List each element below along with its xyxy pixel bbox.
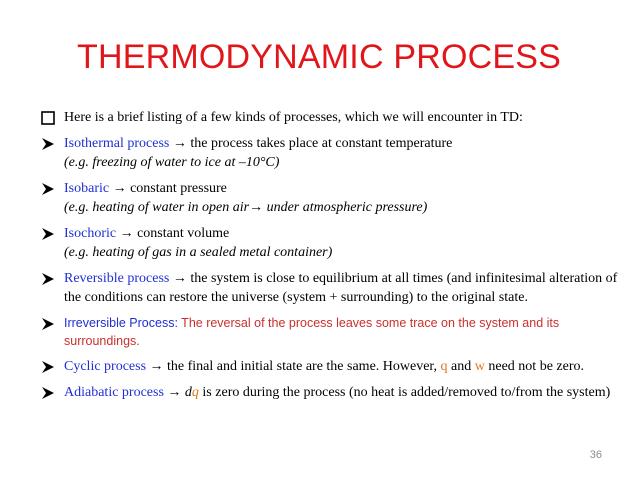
page-number: 36 bbox=[589, 449, 602, 461]
term-irreversible: Irreversible Process: bbox=[64, 316, 178, 330]
variable-q: q bbox=[191, 385, 199, 400]
definition-c: need not be zero. bbox=[484, 359, 584, 374]
arrowhead-bullet-icon bbox=[40, 136, 56, 152]
term-reversible: Reversible process bbox=[64, 271, 170, 286]
example: (e.g. heating of gas in a sealed metal container) bbox=[64, 245, 333, 260]
term-adiabatic: Adiabatic process bbox=[64, 385, 164, 400]
checkbox-bullet-icon bbox=[40, 110, 56, 126]
definition: constant volume bbox=[137, 226, 230, 241]
list-item-irreversible bbox=[40, 314, 620, 350]
arrowhead-bullet-icon bbox=[40, 385, 56, 401]
definition: The reversal of the process leaves some trace on the system and its surroundings. bbox=[64, 316, 560, 348]
arrow: → bbox=[116, 226, 138, 241]
example: (e.g. freezing of water to ice at –10°C) bbox=[64, 155, 280, 170]
arrow: → bbox=[169, 271, 191, 286]
arrow: → bbox=[169, 136, 191, 151]
process-list bbox=[40, 108, 620, 409]
definition: is zero during the process (no heat is added/removed to/from the system) bbox=[198, 385, 611, 400]
definition-a: the final and initial state are the same. However, bbox=[167, 359, 441, 374]
arrowhead-bullet-icon bbox=[40, 226, 56, 242]
differential-d: d bbox=[184, 385, 192, 400]
definition: the process takes place at constant temperature bbox=[190, 136, 453, 151]
list-item-isochoric bbox=[40, 224, 620, 262]
term-isobaric: Isobaric bbox=[64, 181, 110, 196]
arrowhead-bullet-icon bbox=[40, 359, 56, 375]
term-cyclic: Cyclic process bbox=[64, 359, 147, 374]
term-isothermal: Isothermal process bbox=[64, 136, 170, 151]
intro-text: Here is a brief listing of a few kinds of processes, which we will encounter in TD: bbox=[64, 110, 523, 125]
arrowhead-bullet-icon bbox=[40, 271, 56, 287]
arrowhead-bullet-icon bbox=[40, 316, 56, 332]
example: (e.g. heating of water in open air→ under atmospheric pressure) bbox=[64, 200, 428, 215]
arrow: → bbox=[109, 181, 131, 196]
arrowhead-bullet-icon bbox=[40, 181, 56, 197]
intro-item bbox=[40, 108, 620, 127]
term-isochoric: Isochoric bbox=[64, 226, 117, 241]
arrow: → bbox=[163, 385, 185, 400]
variable-w: w bbox=[474, 359, 485, 374]
list-item-cyclic bbox=[40, 357, 620, 376]
list-item-isobaric bbox=[40, 179, 620, 217]
arrow: → bbox=[146, 359, 168, 374]
definition: the system is close to equilibrium at all times (and infinitesimal alteration of the conditions can restore the universe (system + surrounding) to the original state. bbox=[64, 271, 618, 305]
slide-title: THERMODYNAMIC PROCESS bbox=[76, 38, 562, 76]
list-item-isothermal bbox=[40, 134, 620, 172]
list-item-reversible bbox=[40, 269, 620, 307]
variable-q: q bbox=[440, 359, 448, 374]
list-item-adiabatic bbox=[40, 383, 620, 402]
definition-b: and bbox=[447, 359, 475, 374]
definition: constant pressure bbox=[130, 181, 227, 196]
